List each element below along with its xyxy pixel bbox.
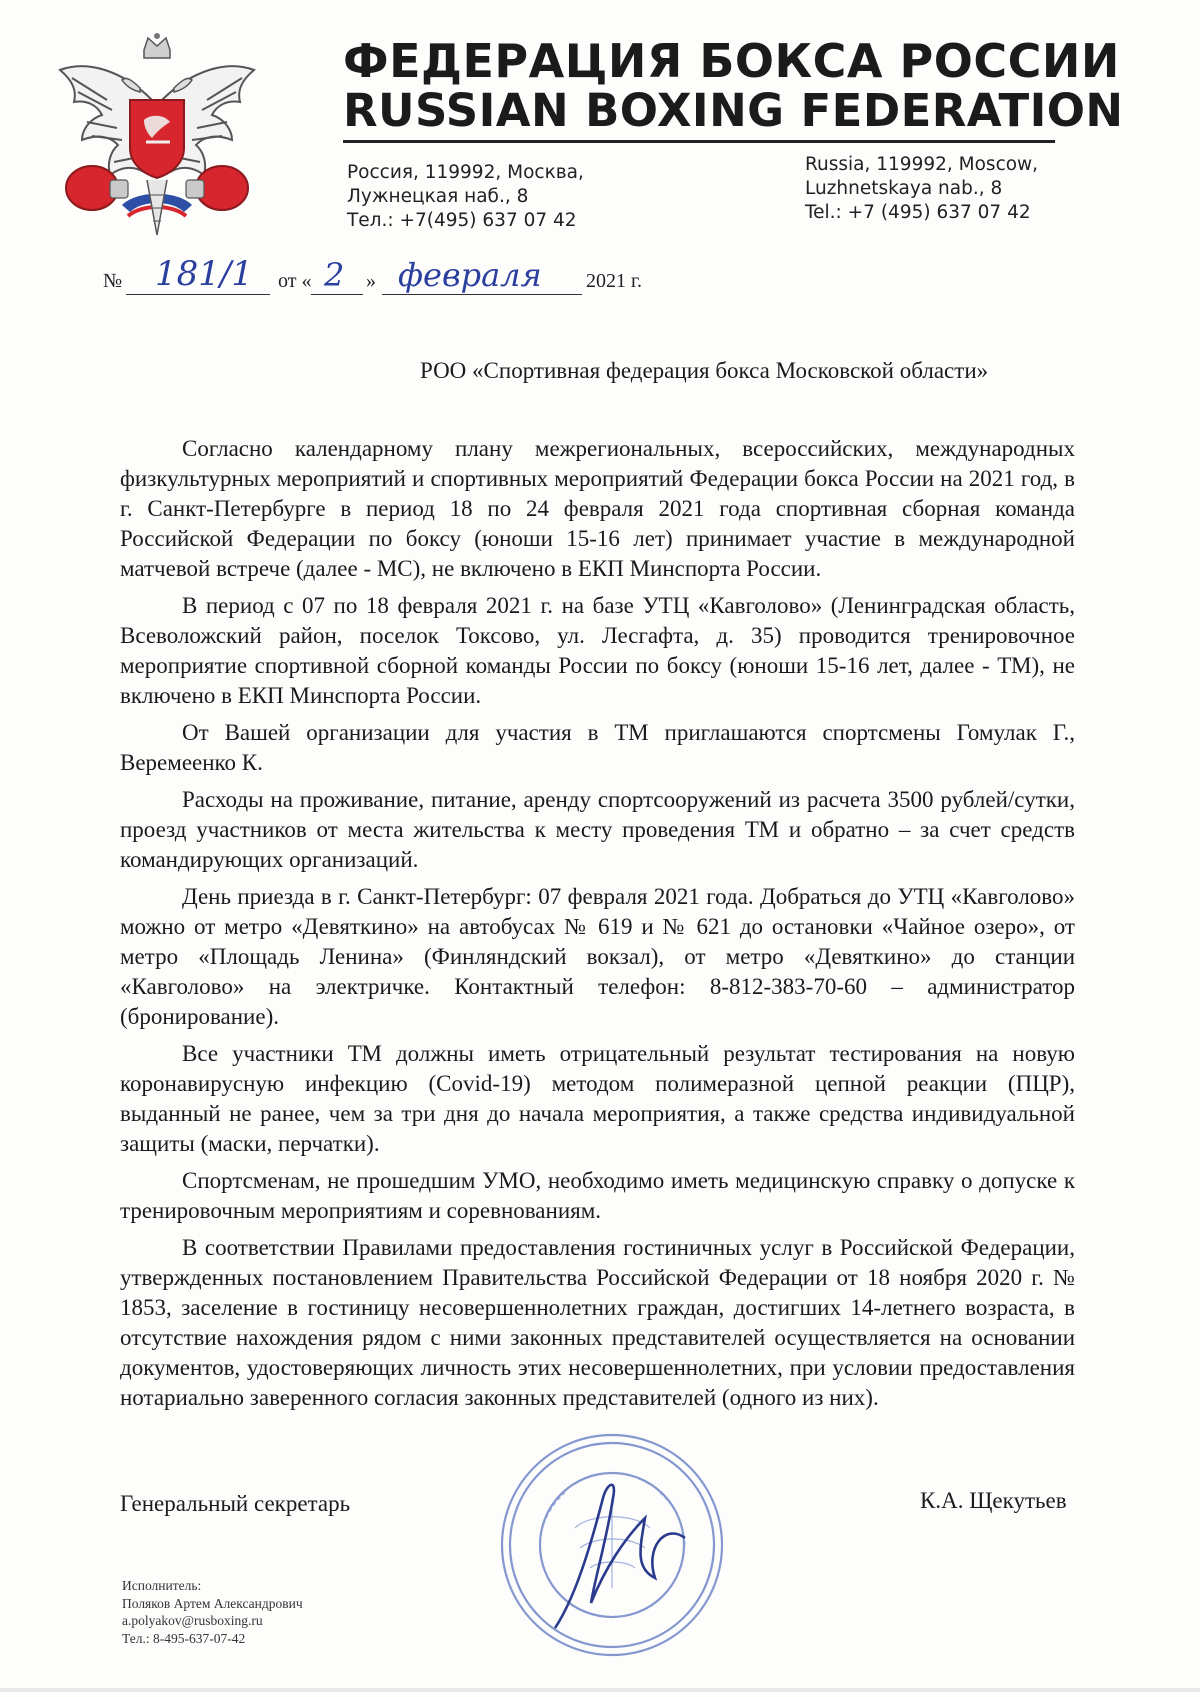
signatory-title: Генеральный секретарь — [120, 1491, 351, 1516]
executor-name: Поляков Артем Александрович — [122, 1595, 303, 1611]
official-stamp — [495, 1428, 730, 1663]
executor-label: Исполнитель: — [122, 1578, 202, 1593]
address-ru-line: Лужнецкая наб., 8 — [347, 186, 529, 207]
ref-day-handwritten: 2 — [324, 256, 345, 294]
body-paragraph: Спортсменам, не прошедшим УМО, необходимо иметь медицинскую справку о допуске к тренировочным мероприятиям и соревнованиям. — [120, 1168, 1075, 1223]
ref-year: 2021 г. — [586, 270, 642, 292]
executor-phone: Тел.: 8-495-637-07-42 — [122, 1630, 246, 1646]
letterhead-title-ru: ФЕДЕРАЦИЯ БОКСА РОССИИ — [343, 34, 1120, 88]
ref-number-handwritten: 181/1 — [155, 254, 253, 294]
body-paragraph: День приезда в г. Санкт-Петербург: 07 февраля 2021 года. Добраться до УТЦ «Кавголово» можно от метро «Девяткино» на автобусах № 619 и № 621 до остановки «Чайное озеро», от метро «Площадь Ленина» (Финляндский вокзал), от метро «Девяткино» до станции «Кавголово» на электричке. Контактный телефон: 8-812-383-70-60 – администратор (бронирование). — [120, 884, 1075, 1029]
address-en-line: Luzhnetskaya nab., 8 — [805, 178, 1003, 199]
signatory-name: К.А. Щекутьев — [920, 1488, 1067, 1513]
letterhead-divider — [343, 140, 1055, 143]
address-ru-phone: Тел.: +7(495) 637 07 42 — [347, 210, 577, 231]
body-paragraph: Все участники ТМ должны иметь отрицательный результат тестирования на новую коронавирусную инфекцию (Covid-19) методом полимеразной цепной реакции (ПЦР), выданный не ранее, чем за три дня до начала мероприятия, а также средства индивидуальной защиты (маски, перчатки). — [120, 1041, 1075, 1156]
executor-email: a.polyakov@rusboxing.ru — [122, 1613, 263, 1628]
address-ru-line: Россия, 119992, Москва, — [347, 162, 584, 183]
scan-edge — [0, 1688, 1200, 1692]
address-en-block — [805, 153, 1038, 225]
ref-month-handwritten: февраля — [398, 256, 542, 294]
body-paragraph: В период с 07 по 18 февраля 2021 г. на базе УТЦ «Кавголово» (Ленинградская область, Всеволожский район, поселок Токсово, ул. Лесгафта, д. 35) проводится тренировочное мероприятие спортивной сборной команды России по боксу (юноши 15-16 лет, далее - ТМ), не включено в ЕКП Минспорта России. — [120, 593, 1075, 708]
body-paragraph: Согласно календарному плану межрегиональных, всероссийских, международных физкультурных мероприятий и спортивных мероприятий Федерации бокса России на 2021 год, в г. Санкт-Петербурге в период 18 по 24 февраля 2021 года спортивная сборная команда Российской Федерации по боксу (юноши 15-16 лет) принимает участие в международной матчевой встрече (далее - МС), не включено в ЕКП Минспорта России. — [120, 436, 1075, 581]
address-en-phone: Tel.: +7 (495) 637 07 42 — [805, 202, 1031, 223]
ref-close-quote: » — [366, 270, 376, 292]
address-en-line: Russia, 119992, Moscow, — [805, 154, 1039, 175]
letter-body — [120, 434, 1075, 1420]
coat-of-arms-emblem — [52, 30, 262, 242]
ref-date-label: от « — [278, 270, 312, 292]
body-paragraph: В соответствии Правилами предоставления гостиничных услуг в Российской Федерации, утвержденных постановлением Правительства Российской Федерации от 18 ноября 2020 г. № 1853, заселение в гостиницу несовершеннолетних граждан, достигших 14-летнего возраста, в отсутствие нахождения рядом с ними законных представителей осуществляется на основании документов, удостоверяющих личность этих несовершеннолетних, при условии предоставления нотариально заверенного согласия законных представителей (одного из них). — [120, 1235, 1075, 1410]
body-paragraph: Расходы на проживание, питание, аренду спортсооружений из расчета 3500 рублей/сутки, проезд участников от места жительства к месту проведения ТМ и обратно – за счет средств командирующих организаций. — [120, 787, 1075, 872]
addressee: РОО «Спортивная федерация бокса Московской области» — [420, 358, 989, 383]
address-ru-block — [347, 161, 584, 233]
ref-number-label: № — [103, 270, 123, 292]
executor-block — [122, 1577, 303, 1647]
letterhead-title-en: RUSSIAN BOXING FEDERATION — [343, 84, 1124, 137]
body-paragraph: От Вашей организации для участия в ТМ приглашаются спортсмены Гомулак Г., Веремеенко К. — [120, 720, 1075, 775]
